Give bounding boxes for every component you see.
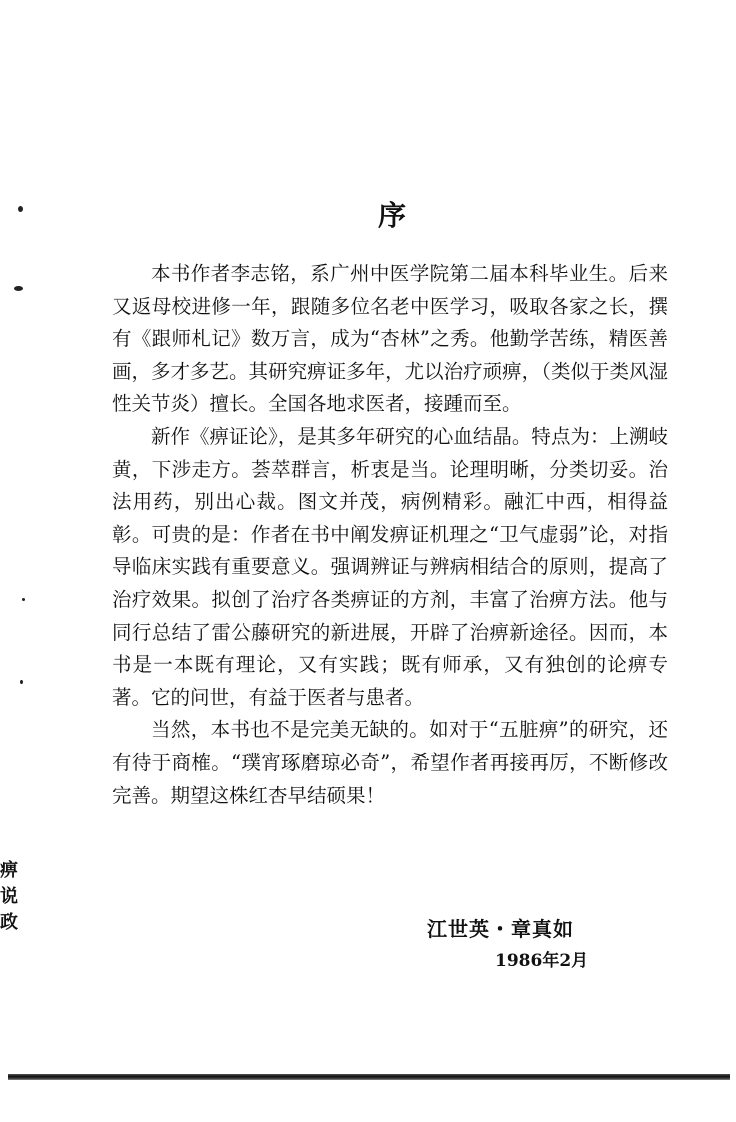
page-bottom-rule xyxy=(8,1074,730,1080)
margin-bleed-text xyxy=(0,858,24,936)
page-title: 序 xyxy=(378,199,409,232)
scan-speck xyxy=(18,206,23,212)
preface-body xyxy=(112,258,668,812)
margin-char: 痹 xyxy=(0,860,18,881)
margin-char: 政 xyxy=(0,912,18,933)
scan-speck xyxy=(14,286,23,291)
author-signature: 江世英・章真如 xyxy=(427,917,574,941)
paragraph-2: 新作《痹证论》，是其多年研究的心血结晶。特点为：上溯岐黄，下涉走方。荟萃群言，析衷是当。论理明晰，分类切妥。治法用药，别出心裁。图文并茂，病例精彩。融汇中西，相得益彰。可贵的是：作者在书中阐发痹证机理之“卫气虚弱”论，对指导临床实践有重要意义。强调辨证与辨病相结合的原则，提高了治疗效果。拟创了治疗各类痹证的方剂，丰富了治痹方法。他与同行总结了雷公藤研究的新进展，开辟了治痹新途径。因而，本书是一本既有理论，又有实践；既有师承，又有独创的论痹专著。它的问世，有益于医者与患者。 xyxy=(112,424,668,709)
scan-speck xyxy=(20,680,23,684)
preface-date: 1986年2月 xyxy=(495,951,589,971)
scan-speck xyxy=(22,598,25,601)
paragraph-1: 本书作者李志铭，系广州中医学院第二届本科毕业生。后来又返母校进修一年，跟随多位名老中医学习，吸取各家之长，撰有《跟师札记》数万言，成为“杏林”之秀。他勤学苦练，精医善画，多才多艺。其研究痹证多年，尤以治疗顽痹，（类似于类风湿性关节炎）擅长。全国各地求医者，接踵而至。 xyxy=(112,262,668,416)
paragraph-3: 当然，本书也不是完美无缺的。如对于“五脏痹”的研究，还有待于商榷。“璞宵琢磨琼必奇”，希望作者再接再厉，不断修改完善。期望这株红杏早结硕果！ xyxy=(112,718,668,807)
margin-char: 说 xyxy=(0,886,18,907)
